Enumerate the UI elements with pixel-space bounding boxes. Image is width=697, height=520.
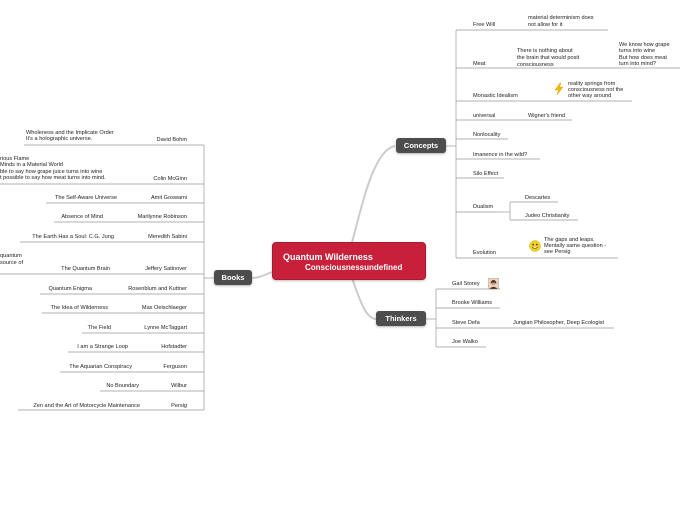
node-steve-defa[interactable]: Steve Defa	[452, 320, 480, 326]
book-the-field[interactable]: The Field	[87, 325, 111, 331]
topic-concepts[interactable]: Concepts	[396, 138, 446, 153]
central-topic[interactable]	[272, 242, 426, 280]
note-steve-defa[interactable]: Jungian Philosopher, Deep Ecologist	[513, 320, 605, 326]
book-quantum-brain[interactable]: The Quantum Brain	[61, 266, 110, 272]
node-gail-storey[interactable]: Gail Storey	[452, 281, 480, 287]
topic-books[interactable]: Books	[214, 270, 252, 285]
node-universal[interactable]: universal	[473, 113, 496, 119]
node-evolution[interactable]: Evolution	[473, 250, 497, 256]
book-mcginn-1[interactable]: rious Flame	[0, 156, 30, 162]
author-rosenblum-kuttner[interactable]: Rosenblum and Kuttner	[128, 286, 187, 292]
author-persig[interactable]: Persig	[171, 403, 187, 409]
central-subtitle: Consciousnessundefined	[305, 263, 403, 272]
note-meat2-3: But how does meat	[619, 55, 667, 61]
author-jeffery-satinover[interactable]: Jeffery Satinover	[145, 266, 187, 272]
author-hofstadter[interactable]: Hofstadter	[161, 344, 187, 350]
note-evolution-2: Mentally same question -	[544, 243, 607, 249]
book-self-aware-universe[interactable]: The Self-Aware Universe	[54, 195, 117, 201]
note-meat-3: consciousness	[517, 62, 554, 68]
note-free-will-2: not allow for it	[528, 22, 563, 28]
note-universal[interactable]: Wigner's friend	[528, 113, 566, 119]
note-free-will-1[interactable]: material determinism does	[528, 15, 594, 21]
node-joe-walko[interactable]: Joe Walko	[452, 339, 478, 345]
author-marilynne-robinson[interactable]: Marilynne Robinson	[137, 214, 187, 220]
book-mcginn-4: t possible to say how meat turns into mind.	[0, 175, 106, 181]
author-wilbur[interactable]: Wilbur	[171, 383, 187, 389]
book-earth-has-a-soul[interactable]: The Earth Has a Soul: C.G. Jung	[32, 234, 114, 240]
node-silo-effect[interactable]: Silo Effect	[473, 171, 499, 177]
book-zen-motorcycle[interactable]: Zen and the Art of Motorcycle Maintenance	[33, 403, 140, 409]
author-david-bohm[interactable]: David Bohm	[156, 137, 187, 143]
book-no-boundary[interactable]: No Boundary	[106, 383, 139, 389]
node-nonlocality[interactable]: Nonlocality	[473, 132, 501, 138]
note-meat2-2: turns into wine	[619, 48, 656, 54]
note-evolution-1[interactable]: The gaps and leaps.	[544, 237, 595, 243]
note-meat-1[interactable]: There is nothing about	[517, 48, 573, 54]
book-bohm-1[interactable]: Wholeness and the Implicate Order	[26, 130, 114, 136]
node-judeo-christianity[interactable]: Judeo Christianity	[525, 213, 570, 219]
central-title: Quantum Wilderness	[283, 252, 373, 262]
note-satinover-1[interactable]: quantum	[0, 253, 22, 259]
note-evolution-3: see Persig	[544, 249, 571, 255]
book-absence-of-mind[interactable]: Absence of Mind	[61, 214, 103, 220]
author-lynne-mctaggart[interactable]: Lynne McTaggart	[144, 325, 187, 331]
note-monastic-2: consciousness not the	[568, 87, 624, 93]
book-mcginn-3: ble to say how grape juice turns into wine	[0, 169, 103, 175]
book-quantum-enigma[interactable]: Quantum Enigma	[48, 286, 92, 292]
note-monastic-1[interactable]: reality springs from	[568, 81, 616, 87]
note-satinover-2: source of	[0, 260, 24, 266]
node-free-will[interactable]: Free Will	[473, 22, 496, 28]
node-brooke-williams[interactable]: Brooke Williams	[452, 300, 493, 306]
note-monastic-3: other way around	[568, 93, 612, 99]
author-amit-goswami[interactable]: Amit Goswami	[150, 195, 187, 201]
node-descartes[interactable]: Descartes	[525, 195, 551, 201]
link-central-books	[252, 272, 272, 278]
node-imanence[interactable]: Imanence in the wild?	[473, 152, 528, 158]
node-dualism[interactable]: Dualism	[473, 204, 494, 210]
author-colin-mcginn[interactable]: Colin McGinn	[153, 176, 187, 182]
book-strange-loop[interactable]: I am a Strange Loop	[77, 344, 128, 350]
author-ferguson[interactable]: Ferguson	[163, 364, 187, 370]
note-meat-2: the brain that would posit	[517, 55, 580, 61]
book-bohm-2: It's a holographic universe.	[26, 136, 93, 142]
avatar-icon	[488, 278, 499, 289]
link-central-thinkers	[352, 278, 376, 319]
node-monastic-idealism[interactable]: Monastic Idealism	[473, 93, 518, 99]
topic-thinkers[interactable]: Thinkers	[376, 311, 426, 326]
note-meat2-4: turn into mind?	[619, 61, 657, 67]
author-max-oelschlaeger[interactable]: Max Oelschlaeger	[141, 305, 187, 311]
book-idea-of-wilderness[interactable]: The Idea of Wilderness	[50, 305, 108, 311]
author-meredith-sabini[interactable]: Meredith Sabini	[148, 234, 187, 240]
note-meat2-1[interactable]: We know how grape	[619, 42, 670, 48]
book-aquarian-conspiracy[interactable]: The Aquarian Conspiracy	[69, 364, 132, 370]
smiley-icon	[529, 240, 541, 252]
lightning-icon	[554, 83, 564, 95]
node-meat[interactable]: Meat	[473, 61, 486, 67]
link-central-concepts	[352, 146, 395, 242]
book-mcginn-2: Minds in a Material World	[0, 162, 64, 168]
